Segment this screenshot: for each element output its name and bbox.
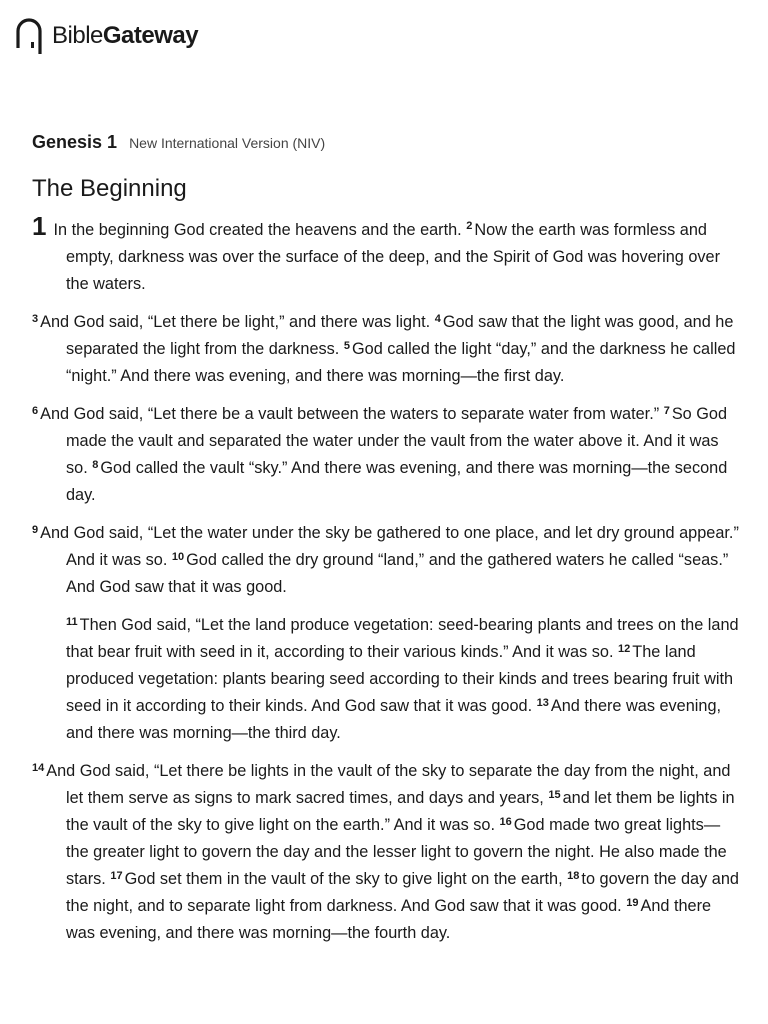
verse-text: God called the vault “sky.” And there was evening, and there was morning—the second day.: [66, 459, 728, 504]
verse-text: Then God said, “Let the land produce vegetation: seed-bearing plants and trees on the land that bear fruit with seed in it, according to their various kinds.” And it was so.: [66, 616, 739, 661]
logo-text-bold: Gateway: [102, 22, 199, 49]
site-logo-text[interactable]: [52, 14, 198, 58]
paragraph: [32, 401, 740, 509]
bible-gateway-logo-icon[interactable]: [14, 14, 50, 58]
verse-number: 4: [434, 313, 441, 325]
verse-number: 13: [536, 697, 549, 709]
verse-number: 14: [32, 762, 45, 774]
verse-number: 3: [32, 313, 39, 325]
verse-number: 12: [618, 643, 631, 655]
site-header: [14, 14, 198, 58]
verse-text: And God said, “Let the water under the sky be gathered to one place, and let dry ground appear.” And it was so.: [40, 524, 739, 569]
section-heading: The Beginning: [32, 175, 187, 202]
verse-text: Now the earth was formless and empty, darkness was over the surface of the deep, and the Spirit of God was hovering over the waters.: [66, 221, 721, 293]
verse-number: 5: [343, 340, 350, 352]
verse-text: So God made the vault and separated the water under the vault from the water above it. And it was so.: [66, 405, 728, 477]
verse-number: 9: [32, 524, 39, 536]
passage-text: [32, 211, 740, 958]
verse-number: 15: [548, 789, 561, 801]
paragraph: [32, 520, 740, 601]
verse-text: and let them be lights in the vault of the sky to give light on the earth.” And it was so.: [66, 789, 735, 834]
paragraph: [32, 612, 740, 747]
verse-number: 8: [92, 459, 99, 471]
chapter-number: 1: [32, 211, 47, 241]
verse-text: And there was evening, and there was morning—the third day.: [66, 697, 722, 742]
verse-text: And God said, “Let there be lights in the vault of the sky to separate the day from the night, and let them serve as signs to mark sacred times, and days and years,: [46, 762, 731, 807]
passage-reference: Genesis 1: [32, 132, 118, 152]
translation-version[interactable]: New International Version (NIV): [129, 135, 326, 151]
verse-number: 11: [66, 616, 78, 628]
verse-number: 19: [626, 897, 639, 909]
verse-number: 16: [499, 816, 512, 828]
verse-number: 18: [567, 870, 580, 882]
verse-number: 2: [466, 220, 473, 232]
verse-text: God called the dry ground “land,” and the gathered waters he called “seas.” And God saw that it was good.: [66, 551, 729, 596]
verse-text: God called the light “day,” and the darkness he called “night.” And there was evening, and there was morning—the first day.: [66, 340, 736, 385]
verse-number: 17: [110, 870, 123, 882]
verse-text: God set them in the vault of the sky to give light on the earth,: [124, 870, 563, 888]
logo-text-light: Bible: [52, 22, 103, 49]
verse-number: 6: [32, 405, 39, 417]
verse-text: God saw that the light was good, and he separated the light from the darkness.: [66, 313, 734, 358]
verse-text: And God said, “Let there be light,” and there was light.: [40, 313, 431, 331]
verse-number: 10: [171, 551, 185, 563]
verse-text: And there was evening, and there was morning—the fourth day.: [66, 897, 712, 942]
verse-number: 7: [663, 405, 670, 417]
verse-text: God made two great lights—the greater light to govern the day and the lesser light to govern the night. He also made the stars.: [66, 816, 727, 888]
verse-text: And God said, “Let there be a vault between the waters to separate water from water.”: [40, 405, 660, 423]
paragraph: [32, 309, 740, 390]
verse-text: In the beginning God created the heavens and the earth.: [53, 221, 462, 239]
paragraph: [32, 758, 740, 947]
paragraph: [32, 211, 740, 298]
verse-text: to govern the day and the night, and to separate light from darkness. And God saw that it was good.: [66, 870, 739, 915]
verse-text: The land produced vegetation: plants bearing seed according to their kinds and trees bearing fruit with seed in it according to their kinds. And God saw that it was good.: [66, 643, 734, 715]
passage-header: [32, 132, 325, 153]
